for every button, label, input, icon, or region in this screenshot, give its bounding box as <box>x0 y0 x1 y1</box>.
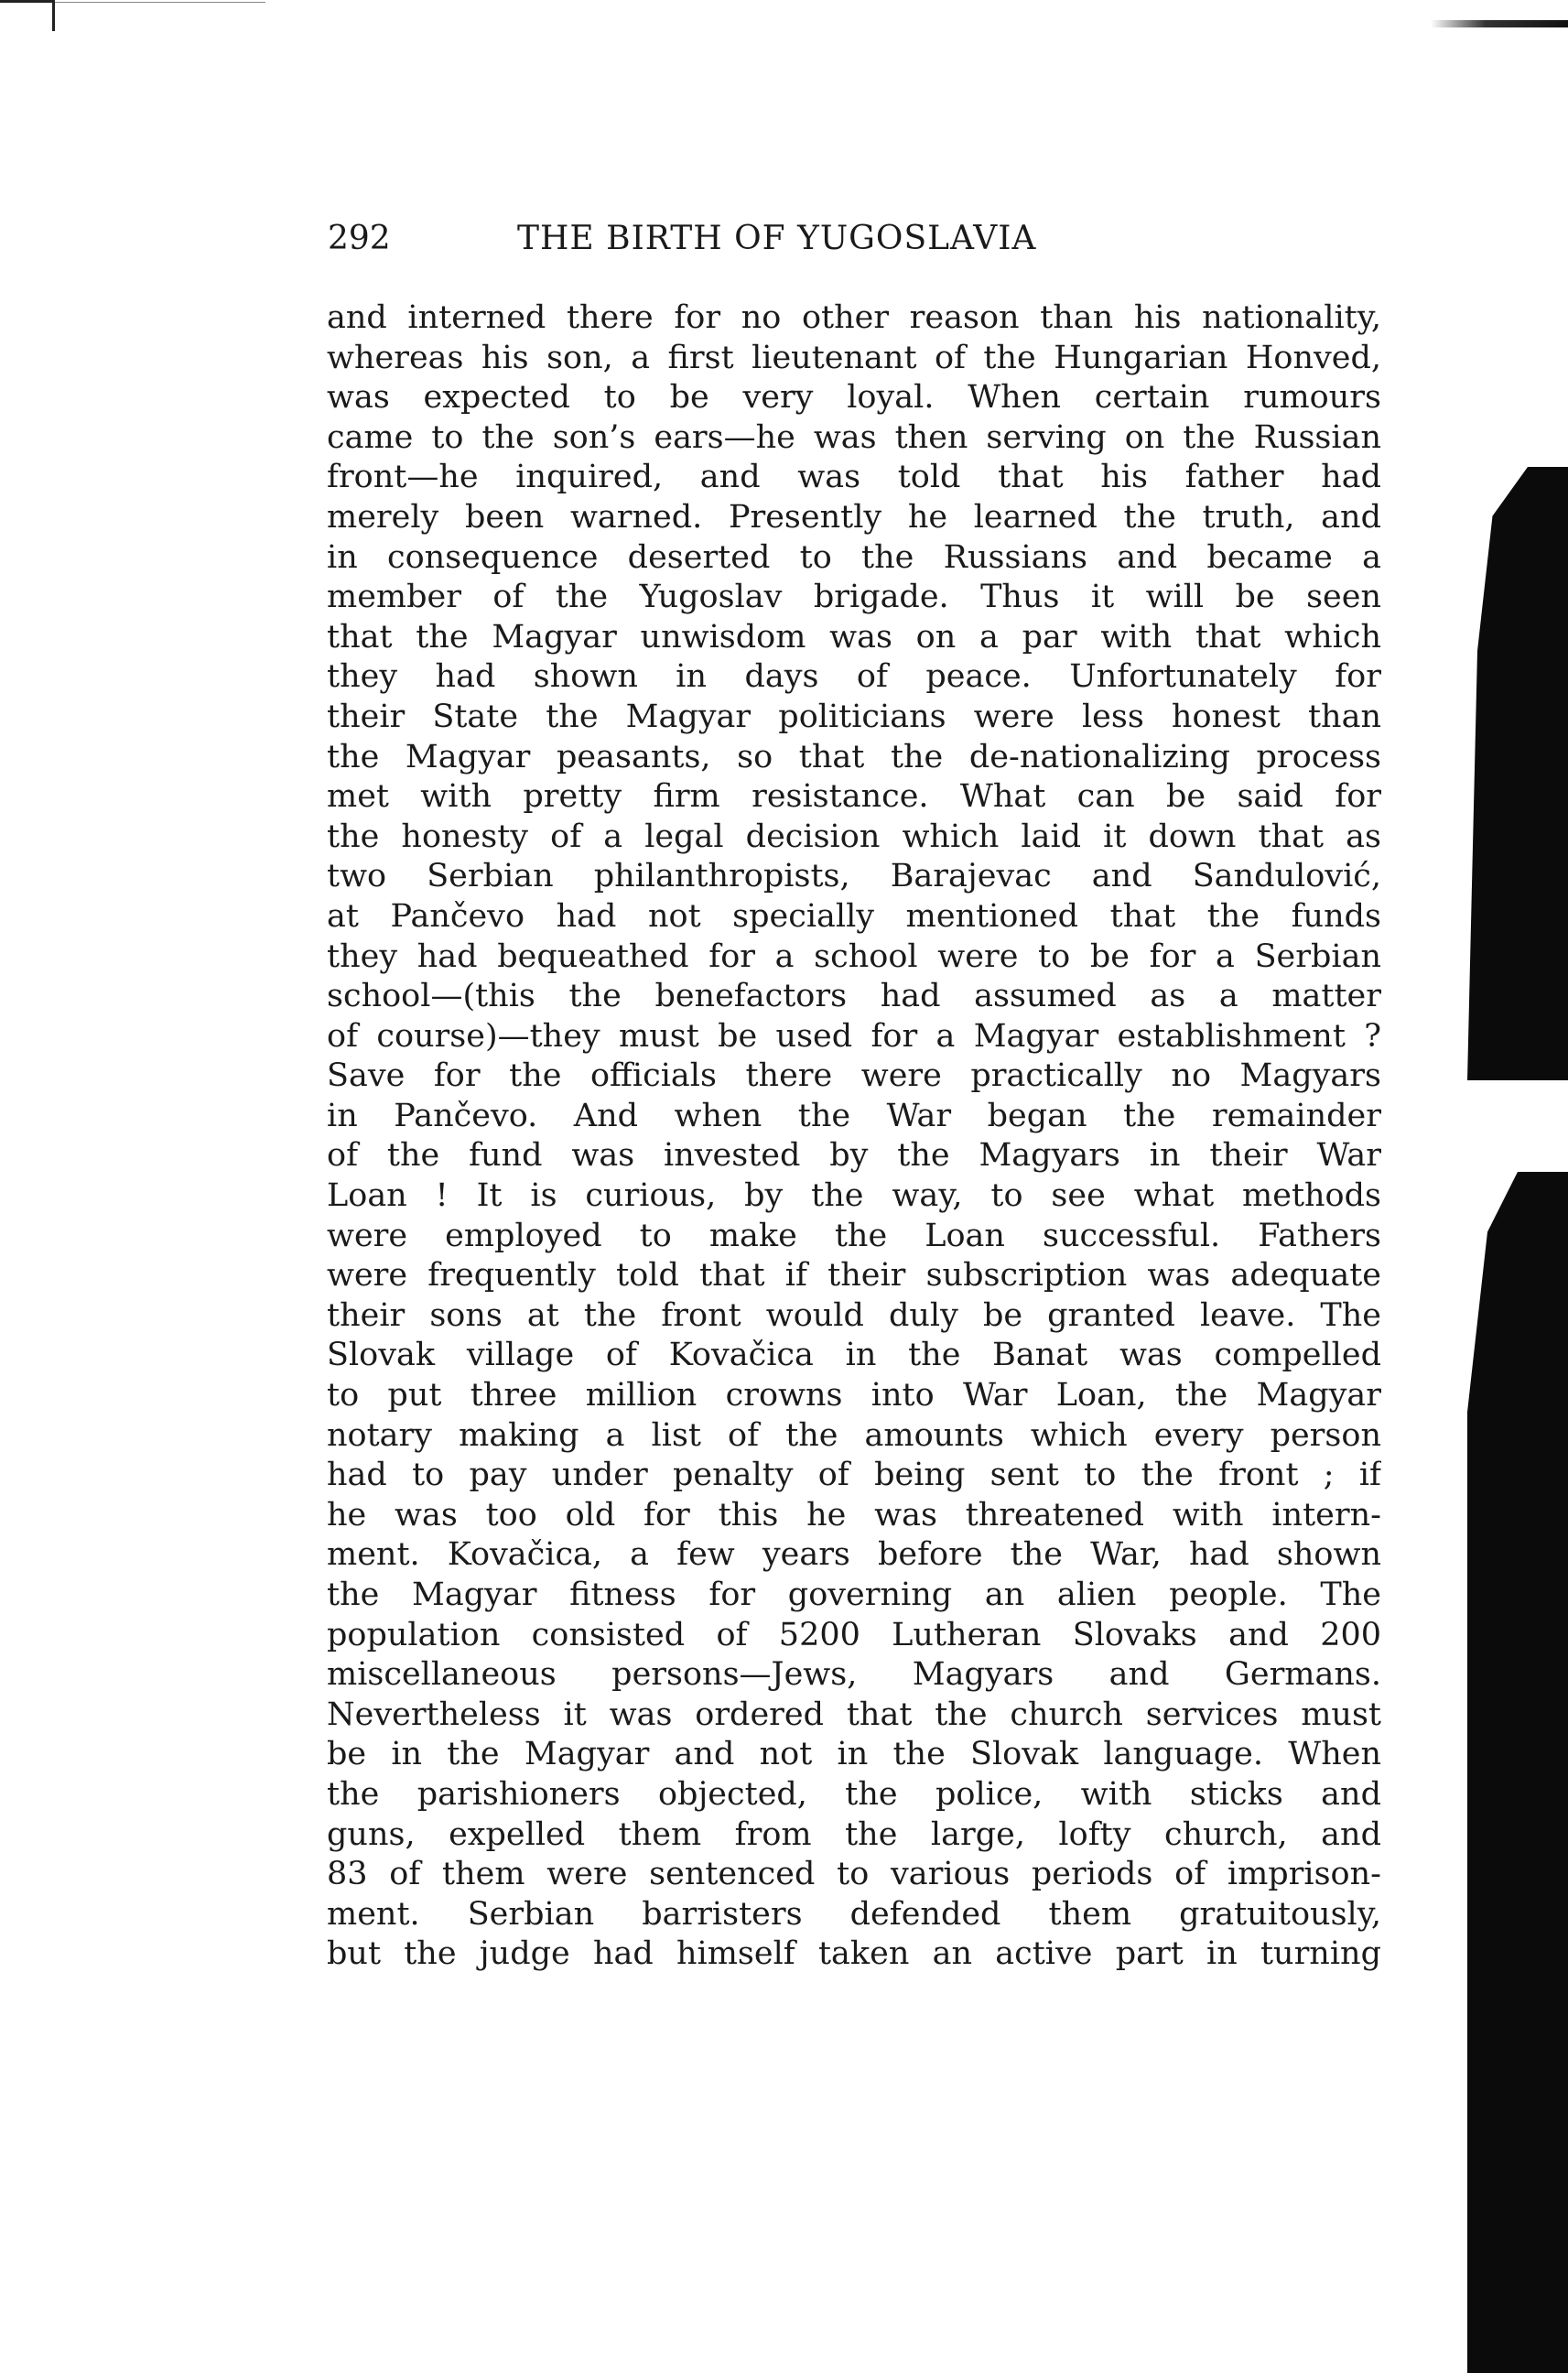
text-line: member of the Yugoslav brigade. Thus it will be seen <box>327 579 1381 616</box>
text-line: their sons at the front would duly be granted leave. The <box>327 1296 1381 1334</box>
text-line: school—(this the benefactors had assumed as a matter <box>327 978 1381 1015</box>
book-spine-shadow-upper <box>1467 467 1568 1080</box>
text-line: be in the Magyar and not in the Slovak language. When <box>327 1736 1381 1773</box>
text-line: merely been warned. Presently he learned the truth, and <box>327 498 1381 536</box>
text-line: of course)—they must be used for a Magyar establishment ? <box>327 1017 1381 1055</box>
text-line: he was too old for this he was threatened with intern- <box>327 1496 1381 1533</box>
text-line: was expected to be very loyal. When certain rumours <box>327 379 1381 417</box>
text-line: front—he inquired, and was told that his father had <box>327 459 1381 496</box>
running-title: THE BIRTH OF YUGOSLAVIA <box>517 220 1037 257</box>
text-line: ment. Kovačica, a few years before the War, had shown <box>327 1536 1381 1574</box>
scan-edge-artifact <box>0 0 55 31</box>
text-line: at Pančevo had not specially mentioned that the funds <box>327 897 1381 935</box>
text-line: to put three million crowns into War Loan, the Magyar <box>327 1377 1381 1414</box>
text-line: notary making a list of the amounts which every person <box>327 1416 1381 1454</box>
text-line: in consequence deserted to the Russians and became a <box>327 538 1381 576</box>
text-line: Loan ! It is curious, by the way, to see what methods <box>327 1177 1381 1215</box>
text-line: in Pančevo. And when the War began the remainder <box>327 1097 1381 1134</box>
text-line: Nevertheless it was ordered that the church services must <box>327 1696 1381 1733</box>
text-line: miscellaneous persons—Jews, Magyars and Germans. <box>327 1656 1381 1694</box>
page-number: 292 <box>328 220 391 257</box>
text-line: they had bequeathed for a school were to be for a Serbian <box>327 937 1381 975</box>
text-line: Save for the officials there were practically no Magyars <box>327 1057 1381 1095</box>
text-line: two Serbian philanthropists, Barajevac and Sandulović, <box>327 858 1381 895</box>
scan-edge-line <box>55 2 265 3</box>
text-line: the parishioners objected, the police, with sticks and <box>327 1775 1381 1813</box>
text-line: of the fund was invested by the Magyars in their War <box>327 1137 1381 1175</box>
text-line: the Magyar fitness for governing an alien people. The <box>327 1577 1381 1613</box>
text-line: had to pay under penalty of being sent to the front ; if <box>327 1457 1381 1494</box>
text-line: whereas his son, a first lieutenant of the Hungarian Honved, <box>327 339 1381 376</box>
scan-edge-shadow <box>1431 20 1568 27</box>
body-text <box>327 298 1381 1975</box>
text-line: were frequently told that if their subscription was adequate <box>327 1257 1381 1295</box>
text-line: population consisted of 5200 Lutheran Slovaks and 200 <box>327 1616 1381 1653</box>
text-line: they had shown in days of peace. Unfortunately for <box>327 658 1381 696</box>
text-line: met with pretty firm resistance. What can be said for <box>327 778 1381 816</box>
page-header <box>0 212 1568 267</box>
text-line: the Magyar peasants, so that the de-nationalizing process <box>327 738 1381 775</box>
text-line: ment. Serbian barristers defended them gratuitously, <box>327 1895 1381 1933</box>
text-line: Slovak village of Kovačica in the Banat was compelled <box>327 1337 1381 1374</box>
book-spine-shadow-lower <box>1467 1172 1568 2373</box>
text-line: came to the son’s ears—he was then serving on the Russian <box>327 418 1381 456</box>
text-line: but the judge had himself taken an active part in turning <box>327 1935 1381 1973</box>
text-line: that the Magyar unwisdom was on a par with that which <box>327 618 1381 656</box>
text-line: were employed to make the Loan successful. Fathers <box>327 1217 1381 1254</box>
text-line: their State the Magyar politicians were less honest than <box>327 698 1381 735</box>
text-line: guns, expelled them from the large, lofty church, and <box>327 1815 1381 1853</box>
text-line: and interned there for no other reason than his nationality, <box>327 299 1381 336</box>
text-line: the honesty of a legal decision which laid it down that as <box>327 818 1381 855</box>
text-line: 83 of them were sentenced to various periods of imprison- <box>327 1856 1381 1893</box>
